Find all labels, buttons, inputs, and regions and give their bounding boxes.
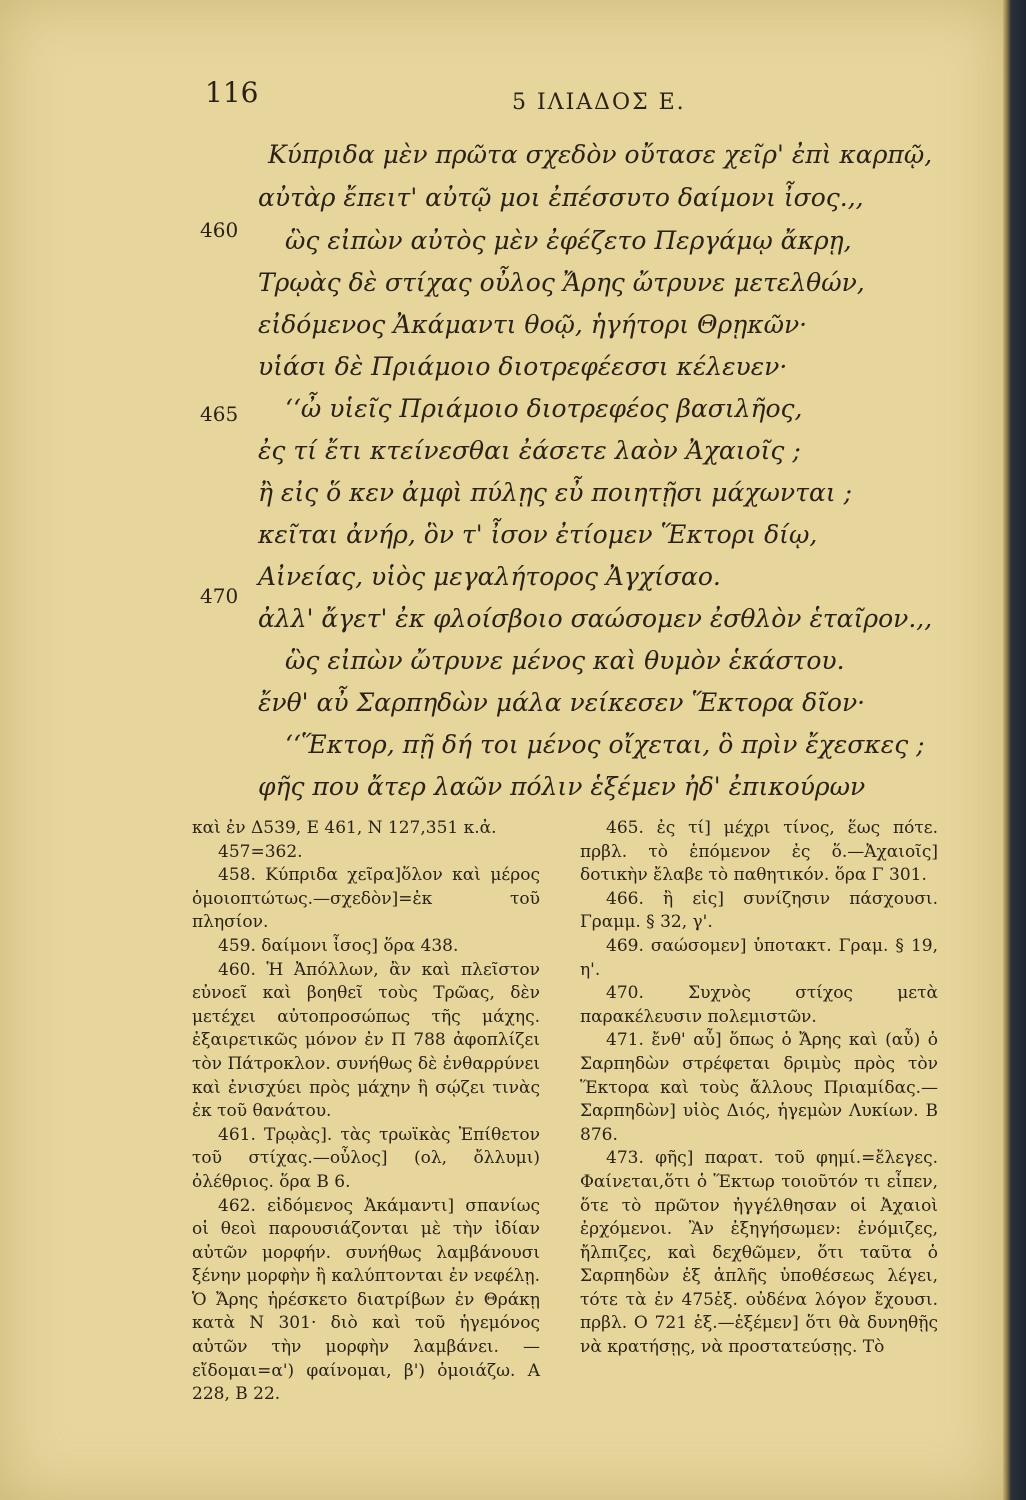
commentary-note: 473. φῆς] παρατ. τοῦ φημί.=ἔλεγες. Φαίνεται,ὅτι ὁ Ἕκτωρ τοιοῦτόν τι εἶπεν, ὅτε τὸ πρῶτον ἠγγέλθησαν οἱ Ἀχαιοὶ ἐρχόμενοι. Ἂν ἐξηγήσωμεν: ἐνόμιζες, ἤλπιζες, καὶ δεχθῶμεν, ὅτι ταῦτα ὁ Σαρπηδὼν ἐξ ἁπλῆς ὑποθέσεως λέγει, τότε τὰ ἐν 475ἑξ. οὐδένα λόγον ἔχουσι. πρβλ. Ο 721 ἑξ.—ἑξέμεν] ὅτι θὰ δυνηθῇς νὰ κρατήσῃς, νὰ προστατεύσῃς. Τὸ xyxy=(580,1148,938,1358)
verse-line: φῆς που ἄτερ λαῶν πόλιν ἑξέμεν ἠδ' ἐπικούρων xyxy=(258,772,866,801)
line-number: 465 xyxy=(200,402,239,426)
commentary-note: 471. ἔνθ' αὖ] ὅπως ὁ Ἄρης καὶ (αὖ) ὁ Σαρπηδὼν στρέφεται δριμὺς πρὸς τὸν Ἕκτορα καὶ τοὺς ἄλλους Πριαμίδας.—Σαρπηδὼν] υἱὸς Διός, ἡγεμὼν Λυκίων. Β 876. xyxy=(580,1030,938,1145)
verse-line: ὣς εἰπὼν ὤτρυνε μένος καὶ θυμὸν ἑκάστου. xyxy=(285,646,845,675)
verse-line: ἔνθ' αὖ Σαρπηδὼν μάλα νείκεσεν Ἕκτορα δῖον· xyxy=(258,688,866,717)
commentary-note: 457=362. xyxy=(218,841,303,862)
line-number: 470 xyxy=(200,584,239,608)
line-number: 460 xyxy=(200,218,239,242)
commentary-note: 462. εἰδόμενος Ἀκάμαντι] σπανίως οἱ θεοὶ παρουσιάζονται μὲ τὴν ἰδίαν αὐτῶν μορφήν. συνήθως λαμβάνουσι ξένην μορφὴν ἢ καλύπτονται ἐν νεφέλῃ. Ὁ Ἄρης ἠρέσκετο διατρίβων ἐν Θράκῃ κατὰ Ν 301· διὸ καὶ τοῦ ἡγεμόνος αὐτῶν τὴν μορφὴν λαμβάνει. — εἴδομαι=α') φαίνομαι, β') ὁμοιάζω. Α 228, Β 22. xyxy=(192,1195,540,1405)
commentary-note: 461. Τρῳὰς]. τὰς τρωϊκὰς Ἐπίθετον τοῦ στίχας.—οὖλος] (ολ, ὄλλυμι) ὀλέθριος. ὅρα Β 6. xyxy=(192,1124,540,1192)
verse-line: κεῖται ἀνήρ, ὃν τ' ἶσον ἐτίομεν Ἕκτορι δίῳ, xyxy=(258,520,818,549)
commentary-note: 460. Ἡ Ἀπόλλων, ἂν καὶ πλεῖστον εὐνοεῖ καὶ βοηθεῖ τοὺς Τρῶας, δὲν μετέχει αὐτοπροσώπως τῆς μάχης. ἐξαιρετικῶς μόνον ἐν Π 788 ἀφοπλίζει τὸν Πάτροκλον. συνήθως δὲ ἐνθαρρύνει καὶ ἐνισχύει πρὸς μάχην ἢ σῴζει τινὰς ἐκ τοῦ θανάτου. xyxy=(192,959,540,1122)
commentary-note: 458. Κύπριδα χεῖρα]ὅλον καὶ μέρος ὁμοιοπτώτως.—σχεδὸν]=ἐκ τοῦ πλησίον. xyxy=(192,865,540,933)
verse-line: ‘‘ὦ υἱεῖς Πριάμοιο διοτρεφέος βασιλῆος, xyxy=(285,394,803,423)
commentary-note: 466. ἢ εἰς] συνίζησιν πάσχουσι. Γραμμ. § 32, γ'. xyxy=(580,888,938,933)
commentary-note: 470. Συχνὸς στίχος μετὰ παρακέλευσιν πολεμιστῶν. xyxy=(580,983,938,1027)
verse-line: ἐς τί ἔτι κτείνεσθαι ἐάσετε λαὸν Ἀχαιοῖς ; xyxy=(258,436,801,465)
commentary-left-column xyxy=(192,817,540,1407)
verse-line: αὐτὰρ ἔπειτ' αὐτῷ μοι ἐπέσσυτο δαίμονι ἶσος.,, xyxy=(258,183,864,212)
verse-line: ‘‘Ἕκτορ, πῇ δή τοι μένος οἴχεται, ὃ πρὶν ἔχεσκες ; xyxy=(285,730,925,759)
verse-line: ἀλλ' ἄγετ' ἐκ φλοίσβοιο σαώσομεν ἐσθλὸν ἑταῖρον.,, xyxy=(258,604,933,633)
binding-edge xyxy=(1003,0,1026,1500)
commentary-note: 459. δαίμονι ἶσος] ὅρα 438. xyxy=(218,935,459,956)
verse-line: ὣς εἰπὼν αὐτὸς μὲν ἐφέζετο Περγάμῳ ἄκρῃ, xyxy=(285,226,852,255)
page-number: 116 xyxy=(205,76,259,109)
verse-line: Τρῳὰς δὲ στίχας οὖλος Ἄρης ὤτρυνε μετελθών, xyxy=(258,268,865,297)
commentary-note: 465. ἐς τί] μέχρι τίνος, ἕως πότε. πρβλ. τὸ ἑπόμενον ἐς ὅ.—Ἀχαιοῖς] δοτικὴν ἔλαβε τὸ παθητικόν. ὅρα Γ 301. xyxy=(580,818,938,886)
commentary-right-column xyxy=(580,817,938,1360)
commentary-note: 469. σαώσομεν] ὑποτακτ. Γραμ. § 19, η'. xyxy=(580,935,938,980)
verse-line: εἰδόμενος Ἀκάμαντι θοῷ, ἡγήτορι Θρῃκῶν· xyxy=(258,310,808,339)
running-head: 5 ΙΛΙΑΔΟΣ Ε. xyxy=(512,90,686,115)
verse-line: υἱάσι δὲ Πριάμοιο διοτρεφέεσσι κέλευεν· xyxy=(258,352,788,381)
verse-line: Κύπριδα μὲν πρῶτα σχεδὸν οὔτασε χεῖρ' ἐπὶ καρπῷ, xyxy=(268,140,933,169)
verse-line: Αἰνείας, υἱὸς μεγαλήτορος Ἀγχίσαο. xyxy=(258,562,721,591)
verse-line: ἢ εἰς ὅ κεν ἀμφὶ πύλῃς εὖ ποιητῇσι μάχωνται ; xyxy=(258,478,853,507)
commentary-note: καὶ ἐν Δ539, Ε 461, Ν 127,351 κ.ἀ. xyxy=(192,818,497,838)
